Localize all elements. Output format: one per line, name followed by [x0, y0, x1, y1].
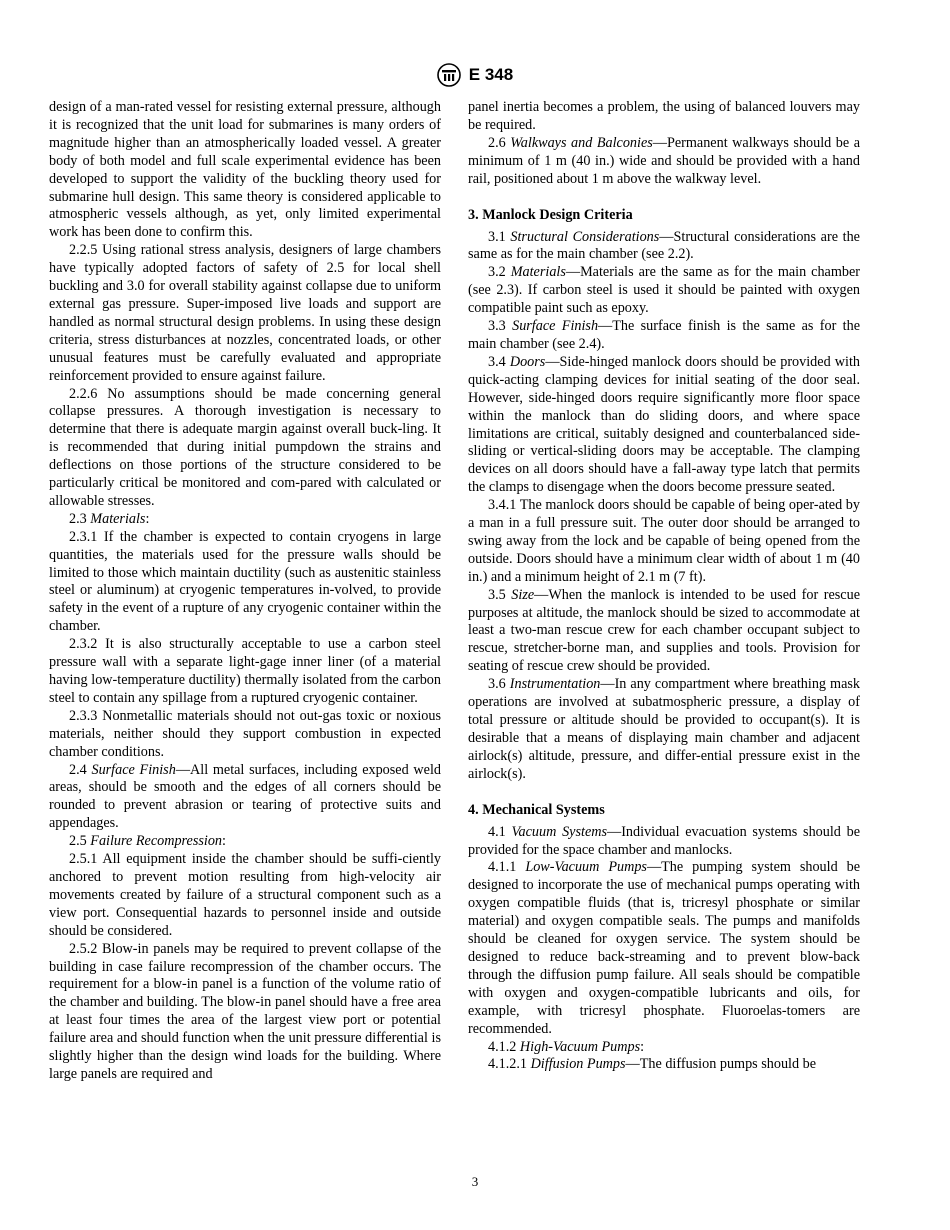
right-column [468, 99, 860, 1074]
clause-number: 2.3 [69, 510, 87, 527]
document-id: E 348 [468, 65, 514, 84]
paragraph [468, 135, 860, 189]
paragraph [49, 708, 441, 762]
paragraph [468, 354, 860, 497]
clause-number: 2.5 [69, 833, 87, 850]
paragraph [468, 1056, 860, 1074]
clause-text: The surface finish is the same as for the main chamber (see 2.4). [468, 318, 860, 352]
clause-title-punct: — [625, 1056, 640, 1073]
clause-text: design of a man-rated vessel for resisting external pressure, although it is recognized that the unit load for submarines is many orders of magnitude higher than an atmospherically loaded vessel. A greater body of both model and full scale experimental evidence has been developed to support the validity of the buckling theory used for submarine hull design. This same theory is considered applicable to atmospheric vessels although, as yet, only limited experimental work has been done to confirm this. [49, 99, 441, 241]
clause-number: 3.3 [488, 318, 506, 335]
clause-text: Nonmetallic materials should not out-gas toxic or noxious materials, neither should they support combustion in expected chamber conditions. [49, 707, 442, 760]
paragraph [468, 497, 860, 587]
clause-title-punct: : [145, 510, 150, 527]
clause-text: In any compartment where breathing mask operations are involved at subatmospheric pressure, a display of total pressure or altitude should be provided to occupant(s). It is desirable that a means of displaying main chamber and adjacent airlock(s) altitude, pressure, and differ-ential pressure exist in the airlock(s). [468, 676, 860, 782]
paragraph [49, 99, 441, 242]
clause-text: Using rational stress analysis, designers of large chambers have typically adopted factors of safety of 2.5 for local shell buckling and 3.0 for overall stability against collapse due to uniform external gas pressure. Super-imposed live loads and support are handled as normal structural design problems. In using these design criteria, stress disturbances at nozzles, concentrated loads, or other unusual features must be carefully evaluated and appropriate reinforcement provided to ensure against failure. [49, 242, 441, 384]
clause-text: Materials are the same as for the main chamber (see 2.3). If carbon steel is used it should be painted with oxygen compatible paint such as epoxy. [468, 264, 861, 317]
clause-title-punct: — [175, 761, 190, 778]
clause-text: Individual evacuation systems should be provided for the space chamber and manlocks. [468, 823, 860, 858]
clause-title: Materials [90, 510, 146, 527]
paragraph [468, 1039, 860, 1057]
paragraph [49, 636, 441, 708]
clause-number: 4.1.2.1 [488, 1056, 528, 1073]
paragraph [49, 529, 441, 636]
paragraph [468, 318, 860, 354]
clause-text: Permanent walkways should be a minimum of 1 m (40 in.) wide and should be provided with a hand rail, positioned about 1 m above the walkway level. [468, 134, 861, 187]
paragraph [49, 833, 441, 851]
clause-text: When the manlock is intended to be used for rescue purposes at altitude, the manlock should be sized to accommodate at least a two-man rescue crew for each chamber occupant subject to rescue, stretcher-borne man, and supplies and tools. Provision for seating of rescue crew should be provided. [468, 586, 860, 675]
clause-number: 4.1.1 [488, 859, 517, 876]
clause-title: Instrumentation [509, 676, 601, 693]
clause-title-punct: — [565, 264, 581, 281]
paragraph [468, 264, 860, 318]
clause-title-punct: — [646, 859, 662, 876]
clause-text: The manlock doors should be capable of being oper-ated by a man in a full pressure suit. The outer door should be arranged to swing away from the lock and be capable of being opened from the outside. Doors should have a minimum clear width of about 1 m (40 in.) and a minimum height of 2.1 m (7 ft). [468, 497, 860, 585]
paragraph [468, 587, 860, 677]
clause-title-punct: — [652, 134, 667, 151]
clause-title: High-Vacuum Pumps [519, 1038, 641, 1055]
clause-title-punct: — [598, 318, 613, 335]
clause-title: Diffusion Pumps [530, 1056, 626, 1073]
clause-title-punct: — [607, 823, 622, 840]
clause-title: Surface Finish [512, 318, 599, 335]
clause-title: Size [511, 586, 535, 603]
paragraph [49, 941, 441, 1084]
paragraph [468, 229, 860, 265]
clause-title-punct: — [545, 353, 560, 370]
clause-title: Vacuum Systems [511, 823, 608, 840]
clause-number: 2.5.1 [69, 851, 98, 868]
clause-text: The pumping system should be designed to incorporate the use of mechanical pumps operating with oxygen compatible fluids (that is, tricresyl phosphate or similar material) and oxygen compatible seals. The pumps and manifolds should be cleaned for oxygen service. The system should be designed to reduce back-streaming and to prevent blow-back through the diffusion pump failure. All seals should be compatible with oxygen and oxygen-compatible lubricants and oils, for example, with tricresyl phosphate. Fluoroelas-tomers are recommended. [468, 859, 860, 1037]
clause-text: All metal surfaces, including exposed weld areas, should be smooth and the edges of all corners should be rounded to prevent abrasion or tearing of protective suits and appendages. [49, 761, 441, 832]
page-header [0, 62, 950, 88]
clause-title: Materials [510, 264, 566, 281]
clause-title-punct: : [222, 833, 226, 850]
clause-number: 2.4 [69, 761, 87, 778]
paragraph [468, 676, 860, 783]
clause-number: 3.2 [488, 264, 506, 281]
clause-text: It is also structurally acceptable to use a carbon steel pressure wall with a separate light-gage inner liner (of a material having low-temperature ductility) thermally isolated from the carbon steel to contain any spillage from a ruptured cryogenic container. [49, 636, 441, 706]
clause-number: 3.6 [488, 676, 506, 693]
paragraph [49, 851, 441, 941]
left-column [49, 99, 441, 1084]
clause-text: If the chamber is expected to contain cryogens in large quantities, the materials used for the pressure walls should be limited to those which maintain ductility (such as austenitic stainless steel or aluminum) at cryogenic temperatures in-volved, to provide safety in the event of a rupture of any cryogenic container within the chamber. [49, 528, 441, 635]
clause-title: Walkways and Balconies [510, 134, 653, 151]
clause-title-punct: — [534, 586, 549, 603]
clause-number: 2.3.2 [69, 636, 98, 653]
paragraph [49, 511, 441, 529]
clause-text: The diffusion pumps should be [639, 1056, 817, 1073]
clause-number: 3.5 [488, 586, 506, 603]
clause-text: Side-hinged manlock doors should be provided with quick-acting clamping devices for initial seating of the door seal. However, side-hinged doors require significantly more floor space within the manlock than do sliding doors, and where space limitations are critical, suitably designed and counterbalanced side-sliding or vertical-sliding doors may be acceptable. The clamping devices on all doors should have a fall-away type latch that permits the clamps to disengage when the doors become pressure seated. [468, 353, 860, 496]
clause-number: 3.1 [488, 228, 506, 245]
clause-text: All equipment inside the chamber should be suffi-ciently anchored to prevent motion resulting from high-velocity air movements created by failure of a structural component such as a view port. Consequential hazards to personnel inside and outside should be considered. [49, 851, 441, 939]
clause-number: 2.2.5 [69, 242, 98, 259]
clause-title: Doors [509, 353, 546, 370]
clause-text: Blow-in panels may be required to prevent collapse of the building in case failure recompression of the chamber occurs. The requirement for a blow-in panel is a function of the volume ratio of the chamber and building. The blow-in panel should have a free area at least four times the area of the largest view port or potential failure area and should function when the unit pressure differential is slightly higher than the design wind loads for the building. Where large panels are required and [49, 940, 442, 1082]
clause-text: No assumptions should be made concerning general collapse pressures. A thorough investigation is necessary to determine that there is adequate margin against overall buck-ling. It is recommended that during initial pumpdown the strains and deflections on those portions of the structure considered to be particularly critical be monitored and com-pared with calculated or allowable stresses. [49, 385, 442, 509]
clause-number: 3.4.1 [488, 497, 517, 514]
clause-number: 2.3.1 [69, 528, 98, 545]
clause-title: Failure Recompression [90, 833, 223, 850]
clause-text: panel inertia becomes a problem, the using of balanced louvers may be required. [468, 99, 860, 133]
clause-number: 2.3.3 [69, 707, 98, 724]
clause-number: 2.6 [488, 134, 506, 151]
clause-number: 2.2.6 [69, 385, 98, 402]
paragraph [468, 99, 860, 135]
clause-title-punct: : [640, 1038, 645, 1055]
clause-title-punct: — [659, 228, 674, 245]
clause-title: Low-Vacuum Pumps [525, 859, 647, 876]
paragraph [49, 386, 441, 511]
clause-title-punct: — [600, 676, 615, 693]
clause-number: 2.5.2 [69, 940, 98, 957]
clause-title: Structural Considerations [510, 228, 660, 245]
clause-number: 4.1.2 [488, 1038, 517, 1055]
clause-number: 4.1 [488, 823, 506, 840]
page-number: 3 [471, 1174, 479, 1189]
paragraph [49, 762, 441, 834]
clause-text: Structural considerations are the same as for the main chamber (see 2.2). [468, 228, 860, 263]
paragraph [49, 242, 441, 385]
section-heading: 3. Manlock Design Criteria [468, 206, 633, 223]
paragraph [468, 824, 860, 860]
astm-logo-icon [437, 63, 461, 87]
section-heading: 4. Mechanical Systems [468, 801, 605, 818]
paragraph [468, 859, 860, 1038]
clause-title: Surface Finish [91, 761, 176, 778]
clause-number: 3.4 [488, 353, 506, 370]
